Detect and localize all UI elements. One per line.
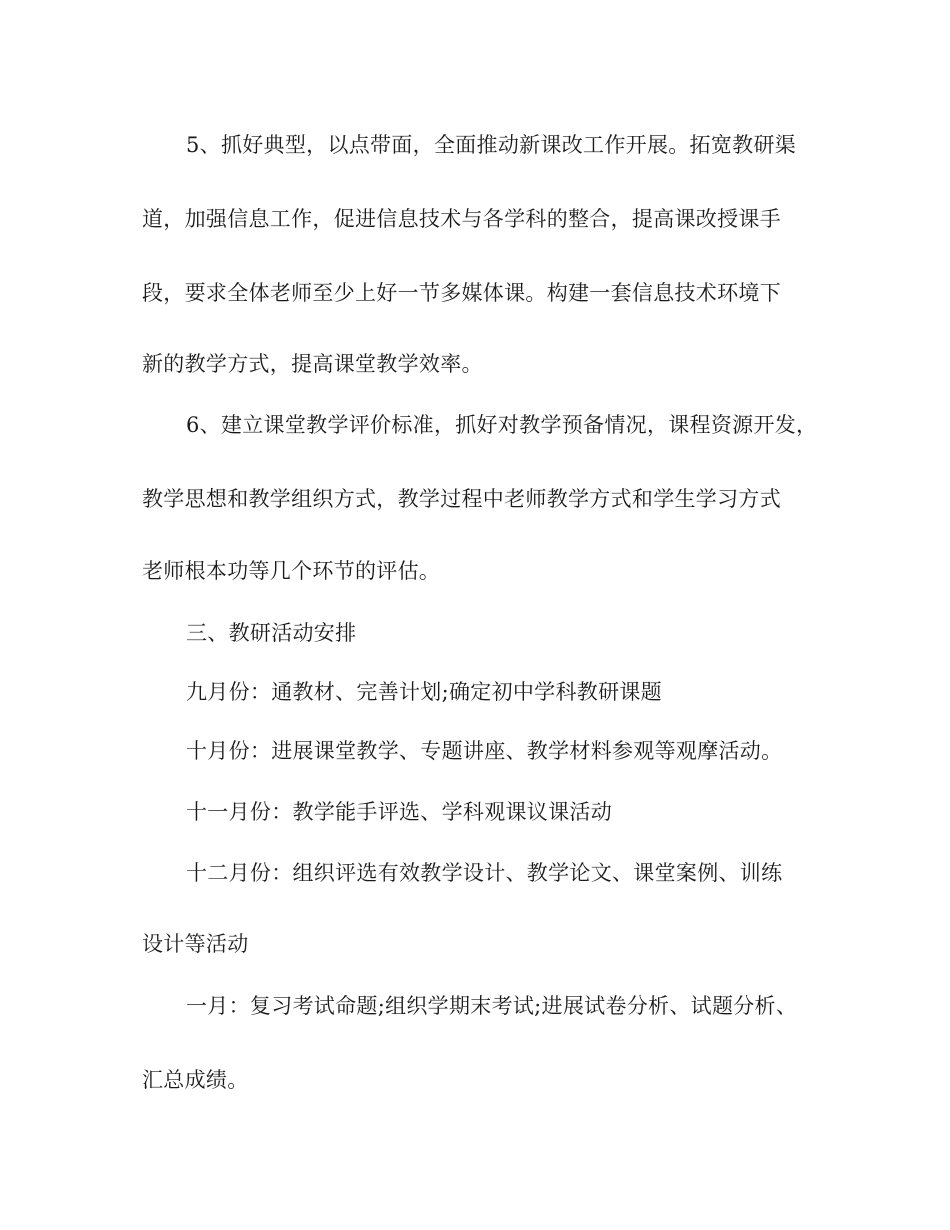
schedule-october: 十月份：进展课堂教学、专题讲座、教学材料参观等观摩活动。 xyxy=(186,739,783,763)
paragraph-6-line-2: 教学思想和教学组织方式，教学过程中老师教学方式和学生学习方式 xyxy=(142,487,781,511)
schedule-december-line-2: 设计等活动 xyxy=(142,932,249,956)
schedule-november: 十一月份：教学能手评选、学科观课议课活动 xyxy=(186,800,612,824)
schedule-january-line-2: 汇总成绩。 xyxy=(142,1068,249,1092)
section-heading: 三、教研活动安排 xyxy=(186,621,357,645)
schedule-september: 九月份：通教材、完善计划;确定初中学科教研课题 xyxy=(186,680,662,704)
paragraph-5-line-3: 段，要求全体老师至少上好一节多媒体课。构建一套信息技术环境下 xyxy=(142,281,781,305)
paragraph-5-line-2: 道，加强信息工作，促进信息技术与各学科的整合，提高课改授课手 xyxy=(142,207,781,231)
paragraph-5-line-1: 5、抓好典型，以点带面，全面推动新课改工作开展。拓宽教研渠 xyxy=(186,133,797,157)
schedule-december-line-1: 十二月份：组织评选有效教学设计、教学论文、课堂案例、训练 xyxy=(186,861,783,885)
paragraph-6-line-3: 老师根本功等几个环节的评估。 xyxy=(142,559,441,583)
paragraph-6-line-1: 6、建立课堂教学评价标准，抓好对教学预备情况，课程资源开发， xyxy=(186,413,818,437)
paragraph-5-line-4: 新的教学方式，提高课堂教学效率。 xyxy=(142,352,483,376)
schedule-january-line-1: 一月：复习考试命题;组织学期末考试;进展试卷分析、试题分析、 xyxy=(186,994,798,1018)
